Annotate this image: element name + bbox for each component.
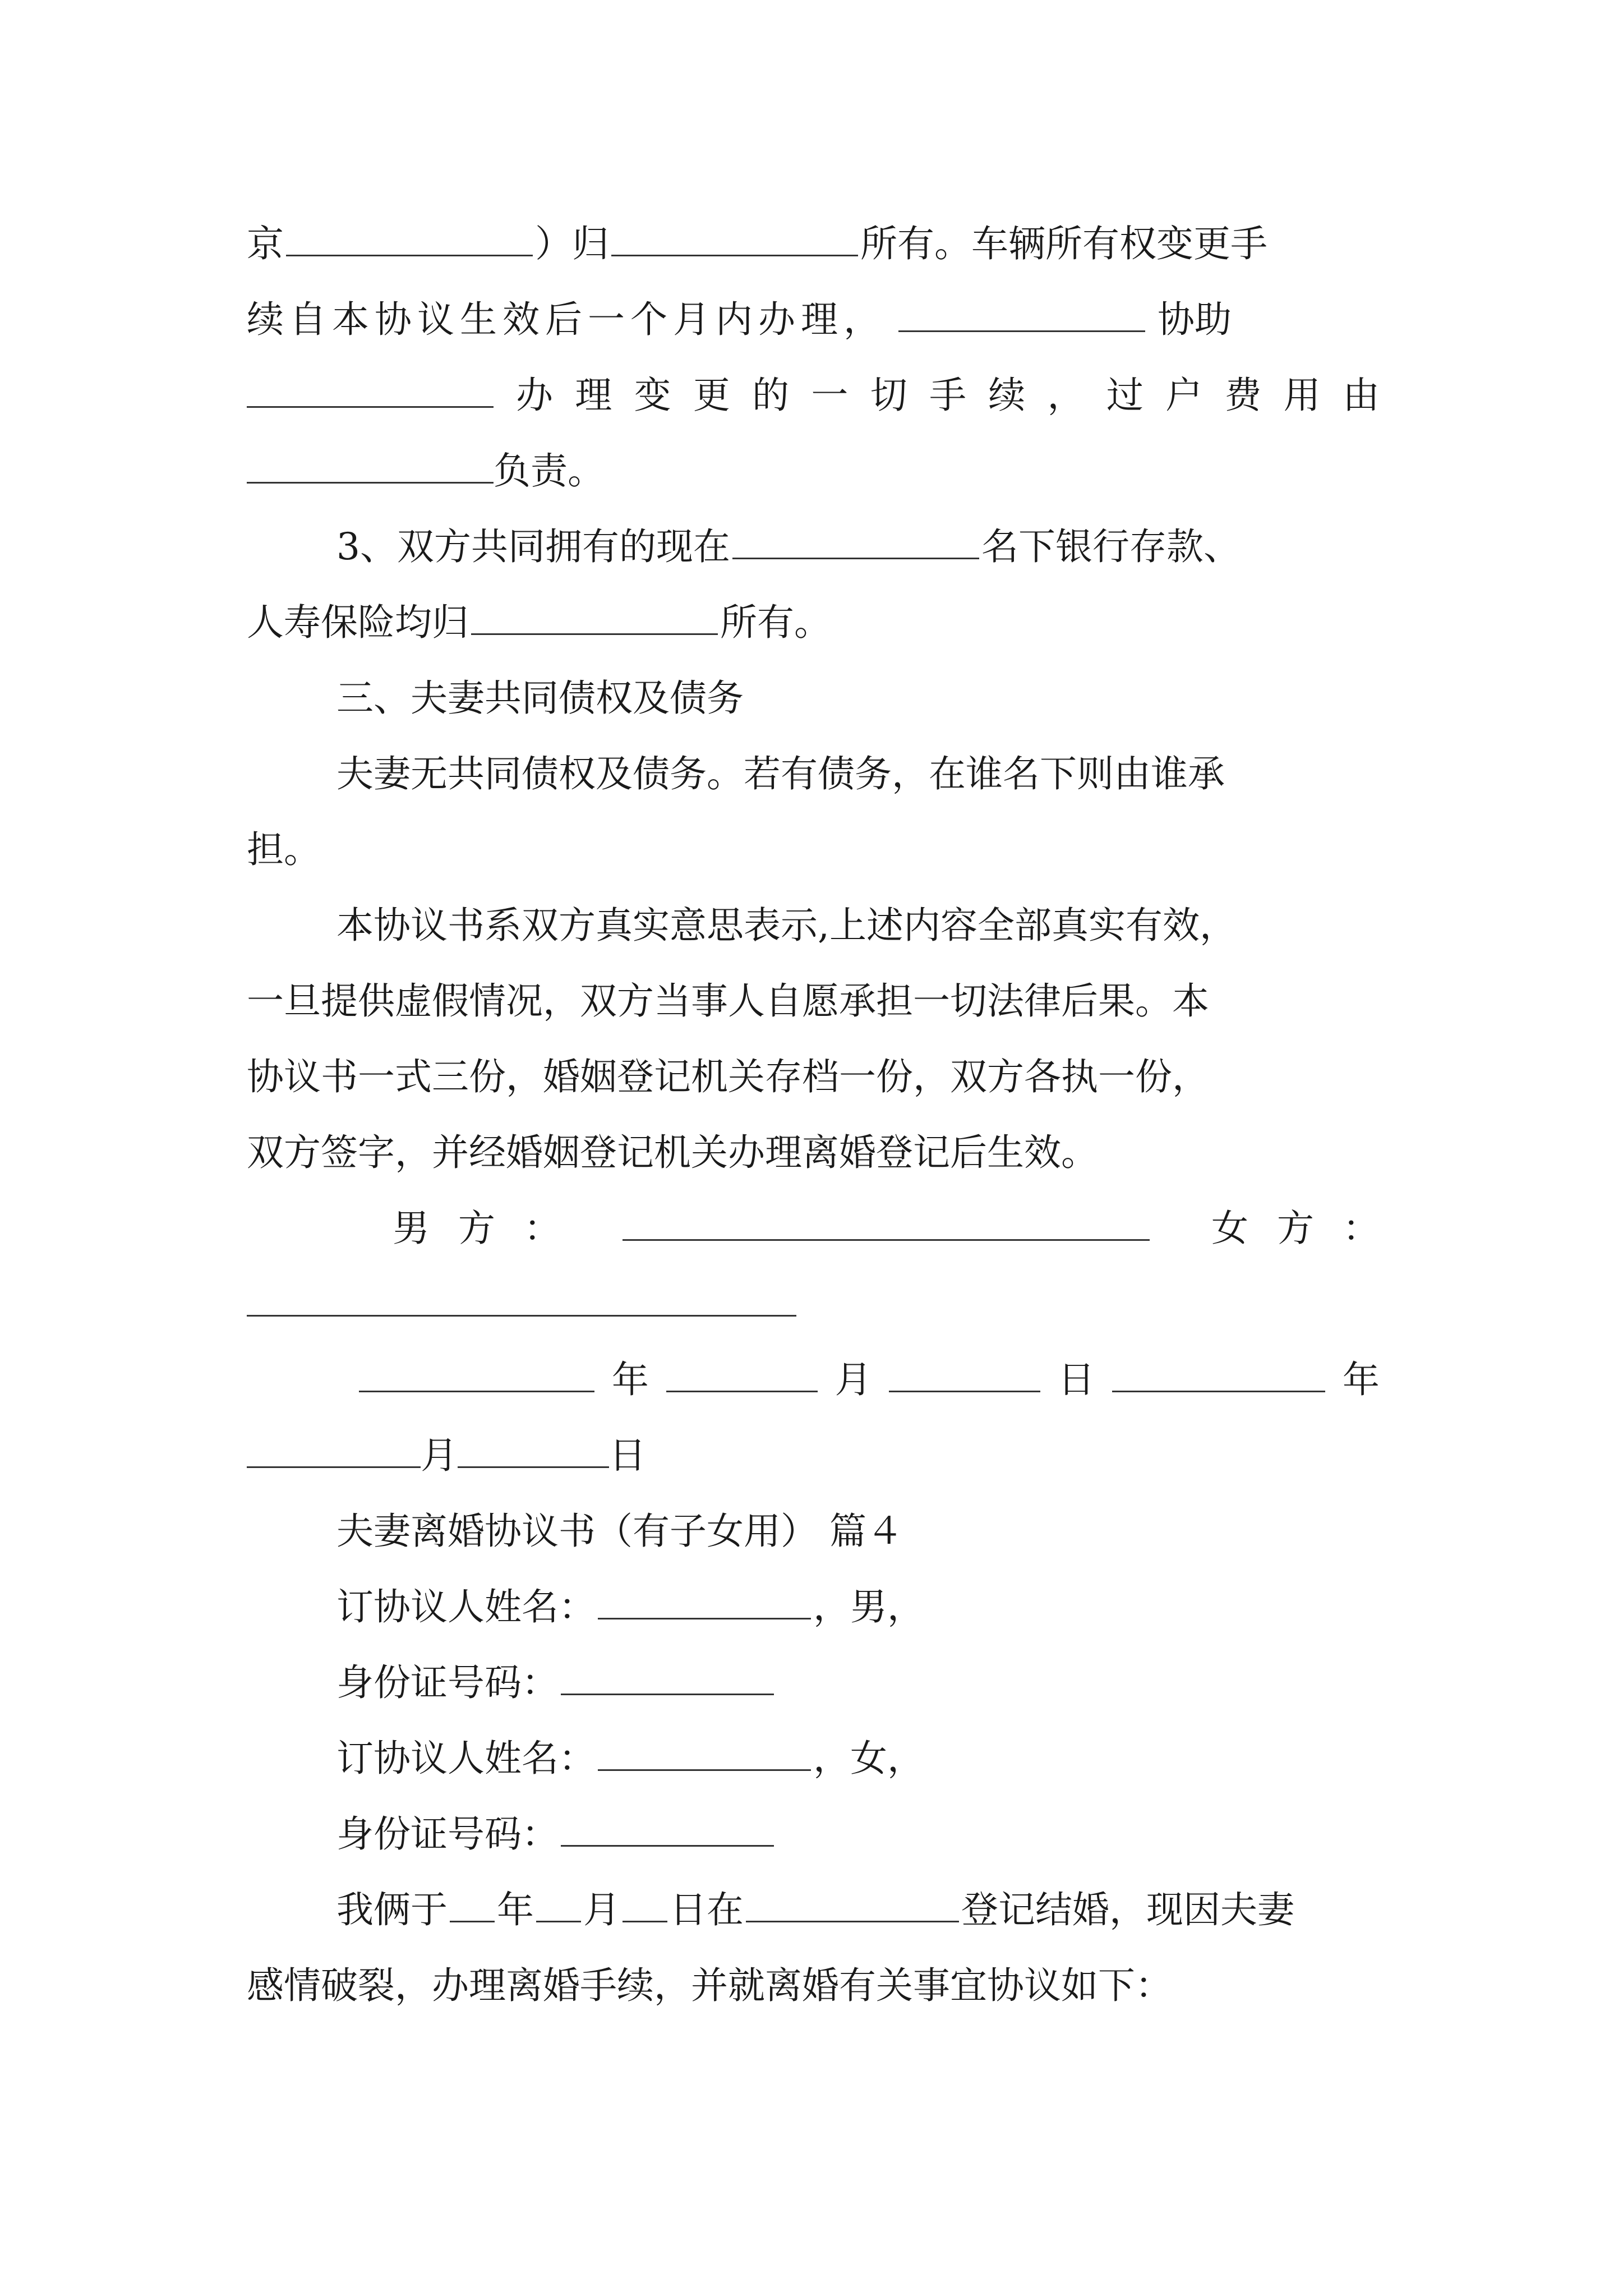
name-blank [598, 1581, 811, 1619]
text: 京 [247, 222, 284, 265]
male-signature-blank [623, 1202, 1150, 1241]
female-signature-blank [247, 1278, 796, 1317]
text: 月 [583, 1888, 620, 1931]
text: 续自本协议生效后一个月内办理， [247, 298, 886, 341]
fill-blank [898, 293, 1145, 332]
char: 过 [1106, 374, 1144, 417]
text: ，男， [813, 1585, 924, 1628]
text-line-13 [247, 1125, 1380, 1181]
char: 用 [1283, 374, 1321, 417]
fill-blank [471, 596, 718, 635]
fill-blank [611, 218, 858, 256]
section-heading [336, 670, 1469, 726]
day-label: 日 [609, 1434, 646, 1477]
year-blank [359, 1354, 594, 1392]
text: 夫妻离婚协议书（有子女用） 篇４ [336, 1510, 903, 1553]
month-label: 月 [421, 1434, 458, 1477]
char: ， [1047, 374, 1085, 417]
label: 身份证号码： [336, 1661, 559, 1704]
id-blank [561, 1657, 774, 1695]
char: 由 [1342, 374, 1380, 417]
text-line-10 [336, 898, 1469, 954]
text: 一旦提供虚假情况，双方当事人自愿承担一切法律后果。本 [247, 979, 1209, 1023]
day-blank [889, 1354, 1040, 1392]
year-blank [1112, 1354, 1325, 1392]
day-blank [458, 1429, 609, 1468]
text-line-12 [247, 1049, 1380, 1105]
party-male-id [336, 1655, 1469, 1711]
label: 订协议人姓名： [336, 1737, 596, 1780]
month-blank [666, 1354, 818, 1392]
text: 所有。 [720, 601, 831, 644]
char: 更 [693, 374, 730, 417]
char: 方 [458, 1207, 495, 1250]
text-line-5 [336, 519, 1469, 575]
text: 担。 [247, 828, 321, 871]
text: 本协议书系双方真实意思表示,上述内容全部真实有效， [336, 904, 1237, 947]
fill-blank [247, 369, 494, 408]
text: 日在 [670, 1888, 744, 1931]
year-label: 年 [611, 1358, 649, 1401]
text-line-9 [247, 822, 1380, 878]
date-line-2 [247, 1428, 1380, 1484]
char: ： [524, 1207, 561, 1250]
party-female-id [336, 1806, 1469, 1862]
text: 登记结婚，现因夫妻 [961, 1888, 1294, 1931]
char: 一 [811, 374, 849, 417]
char: 理 [575, 374, 612, 417]
text: 负责。 [494, 449, 605, 493]
month-blank [247, 1429, 421, 1468]
char: 切 [870, 374, 907, 417]
text: 我俩于 [336, 1888, 448, 1931]
text-line-6 [247, 595, 1380, 651]
id-blank [561, 1808, 774, 1847]
char: 办 [516, 374, 553, 417]
char: 续 [988, 374, 1026, 417]
text: 感情破裂，办理离婚手续，并就离婚有关事宜协议如下： [247, 1964, 1172, 2007]
char: 户 [1165, 374, 1203, 417]
char: 方 [1277, 1207, 1314, 1250]
year-label: 年 [1342, 1358, 1380, 1401]
text: 三、夫妻共同债权及债务 [336, 677, 744, 720]
fill-blank [247, 445, 494, 484]
month-blank [536, 1884, 581, 1922]
text-line-2 [247, 292, 1380, 348]
party-female-name [336, 1731, 1469, 1787]
spaced-text [516, 367, 1380, 424]
text: 协议书一式三份，婚姻登记机关存档一份，双方各执一份， [247, 1055, 1209, 1098]
text: 协助 [1158, 298, 1232, 341]
month-label: 月 [834, 1358, 872, 1401]
date-line [359, 1352, 1380, 1408]
female-signature-line [247, 1276, 1380, 1332]
day-blank [623, 1884, 667, 1922]
section-title [336, 1503, 1469, 1559]
text: 年 [497, 1888, 534, 1931]
text: 双方签字，并经婚姻登记机关办理离婚登记后生效。 [247, 1131, 1098, 1174]
name-blank [598, 1732, 811, 1771]
male-label [393, 1200, 561, 1257]
signature-line [393, 1200, 1380, 1257]
place-blank [746, 1884, 959, 1922]
text: ，女， [813, 1737, 924, 1780]
marriage-statement [336, 1882, 1469, 1938]
char: 女 [1211, 1207, 1248, 1250]
label: 身份证号码： [336, 1812, 559, 1856]
char: 变 [634, 374, 671, 417]
text-line-8 [336, 746, 1469, 802]
fill-blank [286, 218, 533, 256]
female-label [1211, 1200, 1380, 1257]
text-line-3 [247, 367, 1380, 424]
char: 手 [929, 374, 966, 417]
day-label: 日 [1058, 1358, 1095, 1401]
text-line-4 [247, 443, 1380, 499]
fill-blank [732, 521, 979, 559]
party-male-name [336, 1579, 1469, 1635]
char: 的 [752, 374, 790, 417]
year-blank [450, 1884, 495, 1922]
label: 订协议人姓名： [336, 1585, 596, 1628]
char: ： [1343, 1207, 1380, 1250]
text: 名下银行存款、 [981, 525, 1241, 568]
char: 费 [1224, 374, 1262, 417]
text: ）归 [535, 222, 609, 265]
text-line-1 [247, 216, 1380, 272]
text: 3、双方共同拥有的现在 [336, 525, 730, 568]
text: 所有。车辆所有权变更手 [860, 222, 1267, 265]
char: 男 [393, 1207, 430, 1250]
text-line-11 [247, 973, 1380, 1029]
text: 人寿保险均归 [247, 601, 469, 644]
text-line-24 [247, 1958, 1380, 2014]
text: 夫妻无共同债权及债务。若有债务，在谁名下则由谁承 [336, 752, 1225, 795]
